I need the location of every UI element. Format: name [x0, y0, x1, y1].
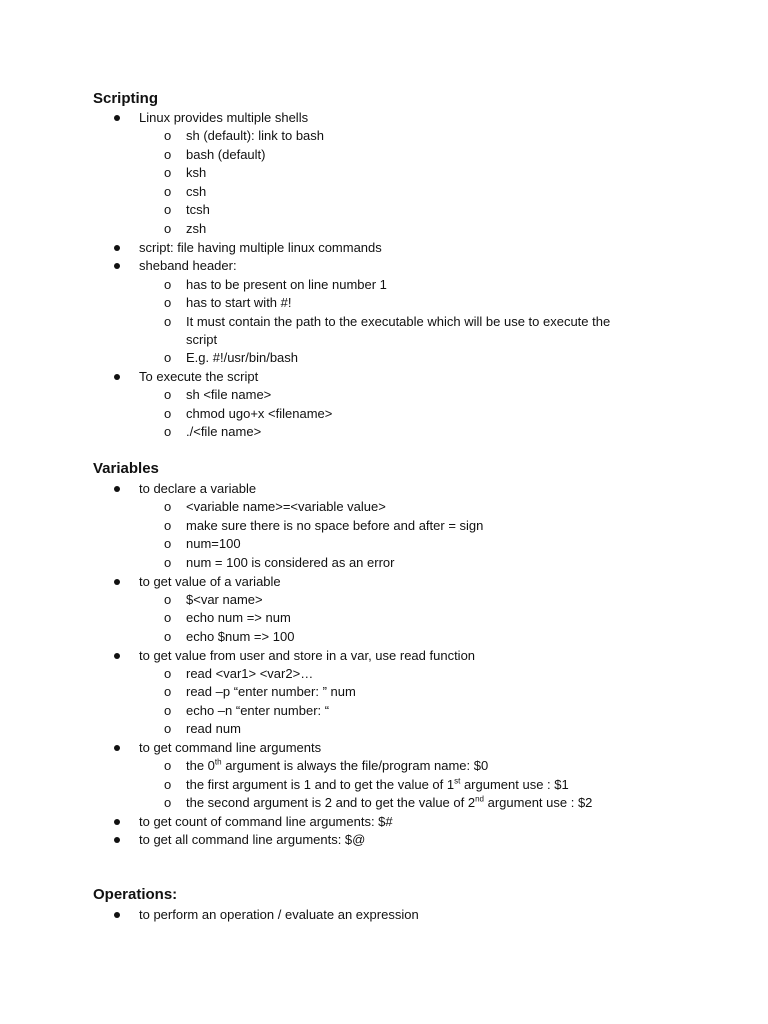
circle-bullet: o — [164, 703, 172, 718]
list-item: read num — [186, 721, 241, 736]
list-item-continuation: script — [186, 332, 218, 347]
list-item: zsh — [186, 221, 207, 236]
circle-bullet: o — [164, 165, 172, 180]
list-item: to get all command line arguments: $@ — [139, 832, 366, 847]
circle-bullet: o — [164, 629, 172, 644]
circle-bullet: o — [164, 758, 172, 773]
superscript: nd — [475, 794, 484, 804]
list-item: to get value of a variable — [139, 574, 281, 589]
list-item-cli-arg-2 — [186, 795, 592, 811]
circle-bullet: o — [164, 536, 172, 551]
list-item: chmod ugo+x <filename> — [186, 406, 333, 421]
list-item: has to be present on line number 1 — [186, 277, 387, 292]
circle-bullet: o — [164, 295, 172, 310]
list-item: to get value from user and store in a var, use read function — [139, 648, 476, 663]
list-item-cli-arg-0 — [186, 758, 488, 774]
circle-bullet: o — [164, 666, 172, 681]
list-item: Linux provides multiple shells — [139, 110, 309, 125]
list-item: read <var1> <var2>… — [186, 666, 314, 681]
list-item: To execute the script — [139, 369, 259, 384]
list-item: to get count of command line arguments: $# — [139, 814, 393, 829]
list-item: echo $num => 100 — [186, 629, 295, 644]
circle-bullet: o — [164, 795, 172, 810]
list-item: E.g. #!/usr/bin/bash — [186, 350, 299, 365]
circle-bullet: o — [164, 684, 172, 699]
heading-variables: Variables — [93, 460, 159, 477]
superscript: th — [214, 757, 222, 767]
list-item: has to start with #! — [186, 295, 292, 310]
list-item-cli-arg-1 — [186, 777, 569, 793]
circle-bullet: o — [164, 592, 172, 607]
bullet — [114, 579, 120, 585]
list-item: tcsh — [186, 202, 210, 217]
circle-bullet: o — [164, 221, 172, 236]
circle-bullet: o — [164, 277, 172, 292]
bullet — [114, 245, 120, 251]
circle-bullet: o — [164, 721, 172, 736]
list-item: echo –n “enter number: “ — [186, 703, 330, 718]
list-item: sh (default): link to bash — [186, 128, 325, 143]
circle-bullet: o — [164, 387, 172, 402]
circle-bullet: o — [164, 555, 172, 570]
circle-bullet: o — [164, 128, 172, 143]
text-segment: argument use : $2 — [484, 795, 593, 810]
list-item: make sure there is no space before and after = sign — [186, 518, 484, 533]
circle-bullet: o — [164, 147, 172, 162]
list-item: script: file having multiple linux commands — [139, 240, 382, 255]
list-item: read –p “enter number: ” num — [186, 684, 356, 699]
circle-bullet: o — [164, 499, 172, 514]
list-item: num = 100 is considered as an error — [186, 555, 395, 570]
text-segment: argument use : $1 — [460, 777, 569, 792]
bullet — [114, 115, 120, 121]
text-segment: the 0 — [186, 758, 215, 773]
list-item: $<var name> — [186, 592, 263, 607]
bullet — [114, 819, 120, 825]
circle-bullet: o — [164, 202, 172, 217]
list-item: num=100 — [186, 536, 241, 551]
circle-bullet: o — [164, 184, 172, 199]
circle-bullet: o — [164, 314, 172, 329]
list-item: ksh — [186, 165, 207, 180]
bullet — [114, 486, 120, 492]
bullet — [114, 653, 120, 659]
list-item: csh — [186, 184, 207, 199]
bullet — [114, 374, 120, 380]
list-item: sheband header: — [139, 258, 237, 273]
bullet — [114, 263, 120, 269]
bullet — [114, 837, 120, 843]
bullet — [114, 912, 120, 918]
list-item: bash (default) — [186, 147, 266, 162]
list-item: echo num => num — [186, 610, 291, 625]
list-item: It must contain the path to the executable which will be use to execute the — [186, 314, 611, 329]
list-item: to declare a variable — [139, 481, 257, 496]
heading-operations: Operations: — [93, 886, 178, 903]
list-item: to get command line arguments — [139, 740, 322, 755]
text-segment: the second argument is 2 and to get the value of 2 — [186, 795, 476, 810]
text-segment: the first argument is 1 and to get the value of 1 — [186, 777, 455, 792]
list-item: to perform an operation / evaluate an expression — [139, 907, 419, 922]
list-item: ./<file name> — [186, 424, 262, 439]
circle-bullet: o — [164, 518, 172, 533]
circle-bullet: o — [164, 424, 172, 439]
bullet — [114, 745, 120, 751]
circle-bullet: o — [164, 350, 172, 365]
circle-bullet: o — [164, 406, 172, 421]
list-item: <variable name>=<variable value> — [186, 499, 386, 514]
circle-bullet: o — [164, 777, 172, 792]
list-item: sh <file name> — [186, 387, 272, 402]
text-segment: argument is always the file/program name: $0 — [221, 758, 489, 773]
heading-scripting: Scripting — [93, 90, 159, 107]
circle-bullet: o — [164, 610, 172, 625]
superscript: st — [454, 776, 461, 786]
